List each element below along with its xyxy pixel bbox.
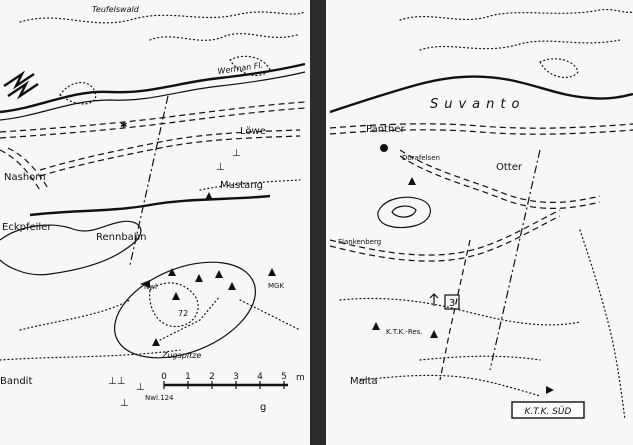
place-label-teufelswald: Teufelswald (92, 5, 139, 14)
place-label-eckpfeiler: Eckpfeiler (2, 222, 52, 233)
place-label-mgk: MGK (268, 282, 285, 290)
river-label: Werman Fl. (217, 60, 264, 76)
scale-tick-label: 2 (209, 372, 215, 382)
scale-tick-label: 1 (185, 372, 191, 382)
place-label-zugspitze: Zugspitze (162, 351, 202, 360)
place-label-nwl: Nwl (144, 283, 157, 291)
tree-icon: ⊥ (232, 148, 241, 159)
scale-tick-label: 5 (281, 372, 287, 382)
scale-tick-label: 0 (161, 372, 167, 382)
place-label-ktk-res: K.T.K.-Res. (386, 328, 423, 336)
place-label-lowe: Löwe (240, 126, 266, 137)
place-label-otter: Otter (496, 162, 522, 173)
place-label-panther: Panther (366, 124, 405, 135)
page-mark: g (260, 402, 267, 413)
place-label-bandit: Bandit (0, 376, 33, 387)
tree-icon: ✱ (120, 121, 128, 131)
scale-unit: m (296, 373, 305, 383)
place-label-malta: Malta (350, 376, 378, 387)
place-label-nwl124: Nwl.124 (145, 394, 174, 402)
tree-icon: ⊥⊥ (108, 376, 126, 387)
tree-icon: ⊥ (136, 382, 145, 393)
height-label: 72 (178, 309, 189, 318)
place-label-flankenberg: Flankenberg (338, 238, 382, 246)
tree-icon: ⊥ (216, 162, 225, 173)
place-label-mustang: Mustang (220, 180, 263, 191)
ktk-sud-label: K.T.K. SÜD (524, 407, 572, 417)
scale-tick-label: 4 (257, 372, 263, 382)
command-post-icon (380, 144, 388, 152)
place-label-dorafelsen: Dorafelsen (402, 154, 440, 162)
tree-icon: ⊥ (120, 398, 129, 409)
lake-label-suvanto: Suvanto (430, 97, 526, 112)
place-label-rennbahn: Rennbahn (96, 232, 147, 243)
place-label-nashorn: Nashorn (4, 172, 46, 183)
sector-box-label: 3 (448, 298, 456, 309)
book-gutter (310, 0, 326, 445)
scale-tick-label: 3 (233, 372, 239, 382)
